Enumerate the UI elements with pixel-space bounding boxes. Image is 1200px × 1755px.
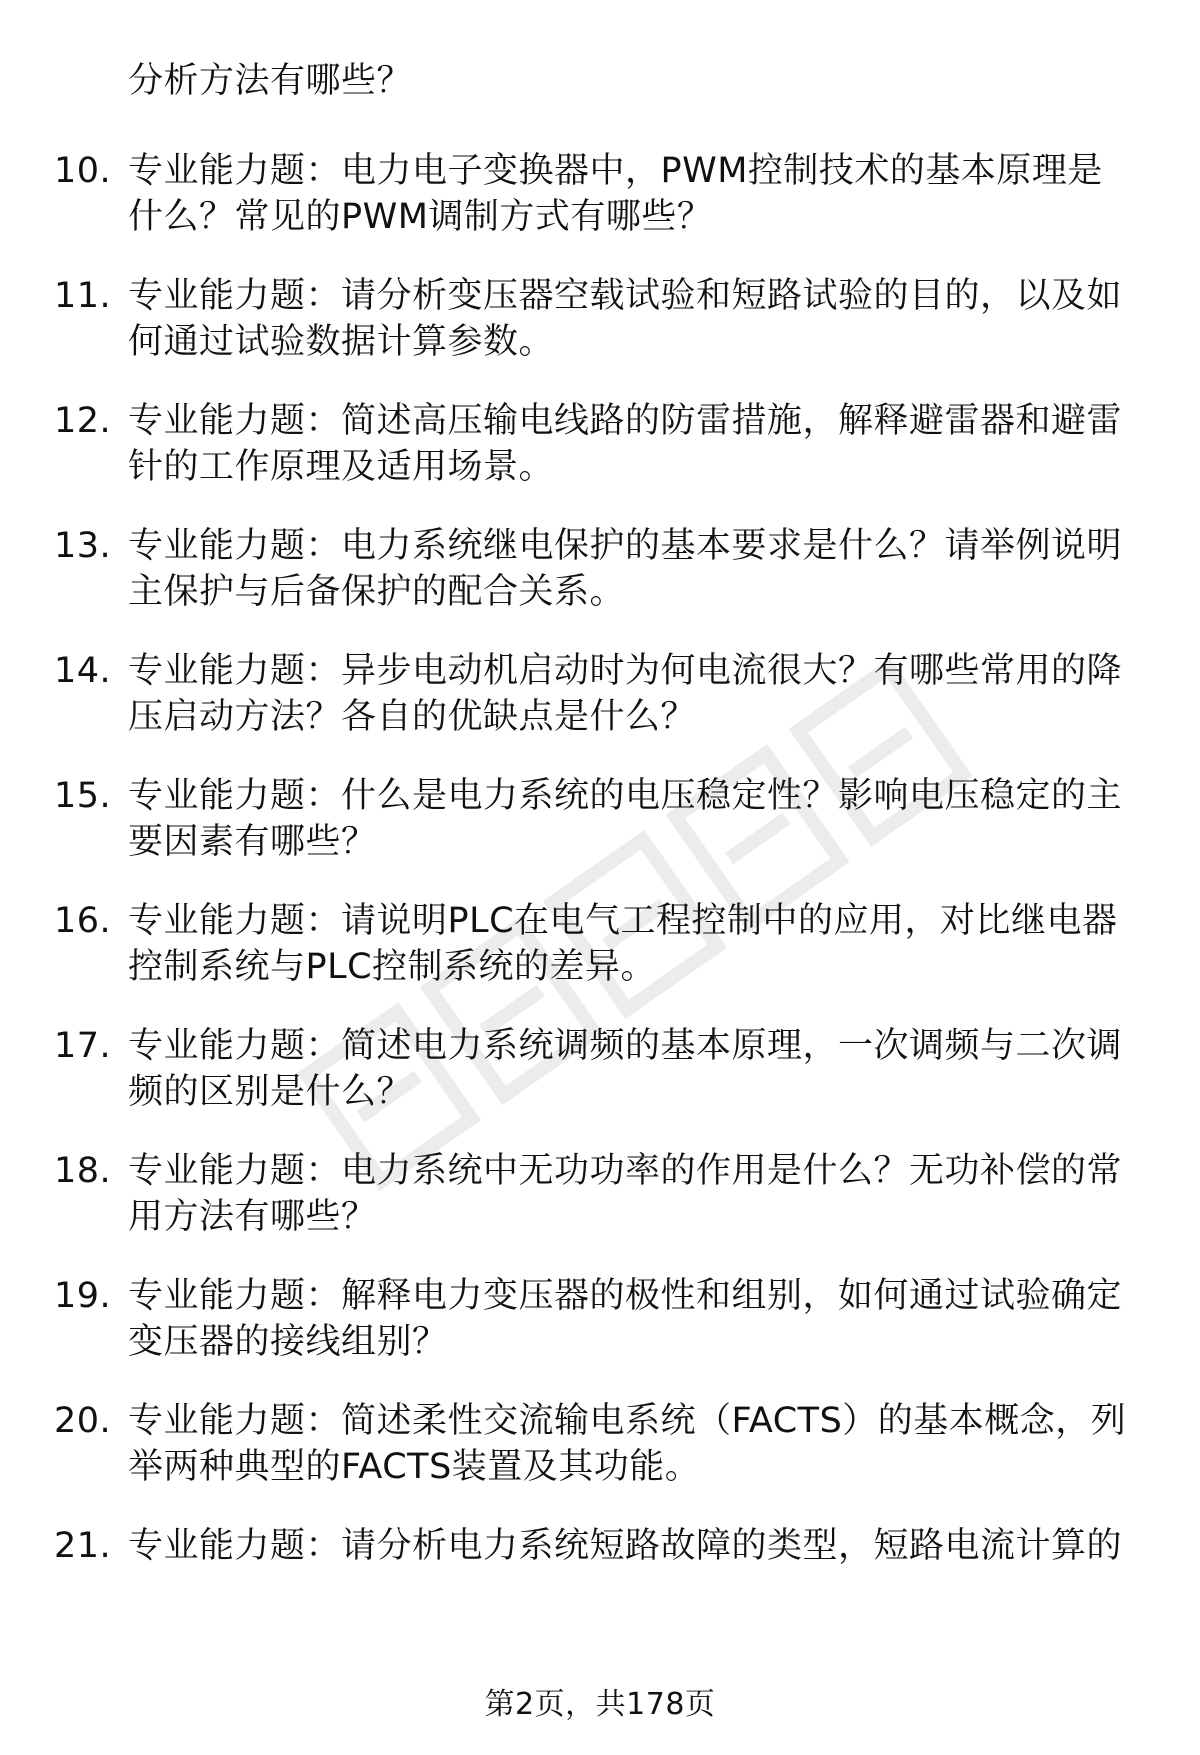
page-footer: 第2页，共178页	[484, 1687, 716, 1722]
question-text-line: 要因素有哪些？	[128, 822, 377, 862]
question-text-line: 针的工作原理及适用场景。	[128, 447, 555, 487]
question-number: 12.	[54, 401, 112, 441]
question-text-line: 专业能力题：电力电子变换器中，PWM控制技术的基本原理是	[128, 151, 1103, 191]
question-text-line: 控制系统与PLC控制系统的差异。	[128, 947, 657, 987]
question-number: 15.	[54, 776, 112, 816]
question-number: 19.	[54, 1276, 112, 1316]
question-text-line: 频的区别是什么？	[128, 1072, 413, 1112]
question-text-line: 举两种典型的FACTS装置及其功能。	[128, 1447, 701, 1487]
question-number: 21.	[54, 1526, 112, 1566]
question-text-line: 什么？常见的PWM调制方式有哪些？	[128, 197, 713, 237]
question-number: 10.	[54, 151, 112, 191]
question-text-line: 专业能力题：什么是电力系统的电压稳定性？影响电压稳定的主	[128, 776, 1123, 816]
question-number: 16.	[54, 901, 112, 941]
question-text-line: 专业能力题：简述高压输电线路的防雷措施，解释避雷器和避雷	[128, 401, 1123, 441]
question-text-line: 专业能力题：请分析变压器空载试验和短路试验的目的，以及如	[128, 276, 1123, 316]
continuation-text: 分析方法有哪些？	[128, 61, 413, 101]
question-number: 11.	[54, 276, 112, 316]
question-text-line: 压启动方法？各自的优缺点是什么？	[128, 697, 697, 737]
question-text-line: 专业能力题：异步电动机启动时为何电流很大？有哪些常用的降	[128, 651, 1123, 691]
question-number: 18.	[54, 1151, 112, 1191]
question-text-line: 专业能力题：请分析电力系统短路故障的类型，短路电流计算的	[128, 1526, 1123, 1566]
question-text-line: 专业能力题：请说明PLC在电气工程控制中的应用，对比继电器	[128, 901, 1118, 941]
question-text-line: 主保护与后备保护的配合关系。	[128, 572, 626, 612]
question-text-line: 变压器的接线组别？	[128, 1322, 448, 1362]
question-text-line: 何通过试验数据计算参数。	[128, 322, 555, 362]
question-number: 13.	[54, 526, 112, 566]
question-text-line: 专业能力题：电力系统中无功功率的作用是什么？无功补偿的常	[128, 1151, 1123, 1191]
question-number: 20.	[54, 1401, 112, 1441]
question-number: 14.	[54, 651, 112, 691]
question-text-line: 专业能力题：解释电力变压器的极性和组别，如何通过试验确定	[128, 1276, 1123, 1316]
question-number: 17.	[54, 1026, 112, 1066]
question-text-line: 用方法有哪些？	[128, 1197, 377, 1237]
question-text-line: 专业能力题：简述柔性交流输电系统（FACTS）的基本概念，列	[128, 1401, 1127, 1441]
question-text-line: 专业能力题：简述电力系统调频的基本原理，一次调频与二次调	[128, 1026, 1123, 1066]
question-text-line: 专业能力题：电力系统继电保护的基本要求是什么？请举例说明	[128, 526, 1123, 566]
